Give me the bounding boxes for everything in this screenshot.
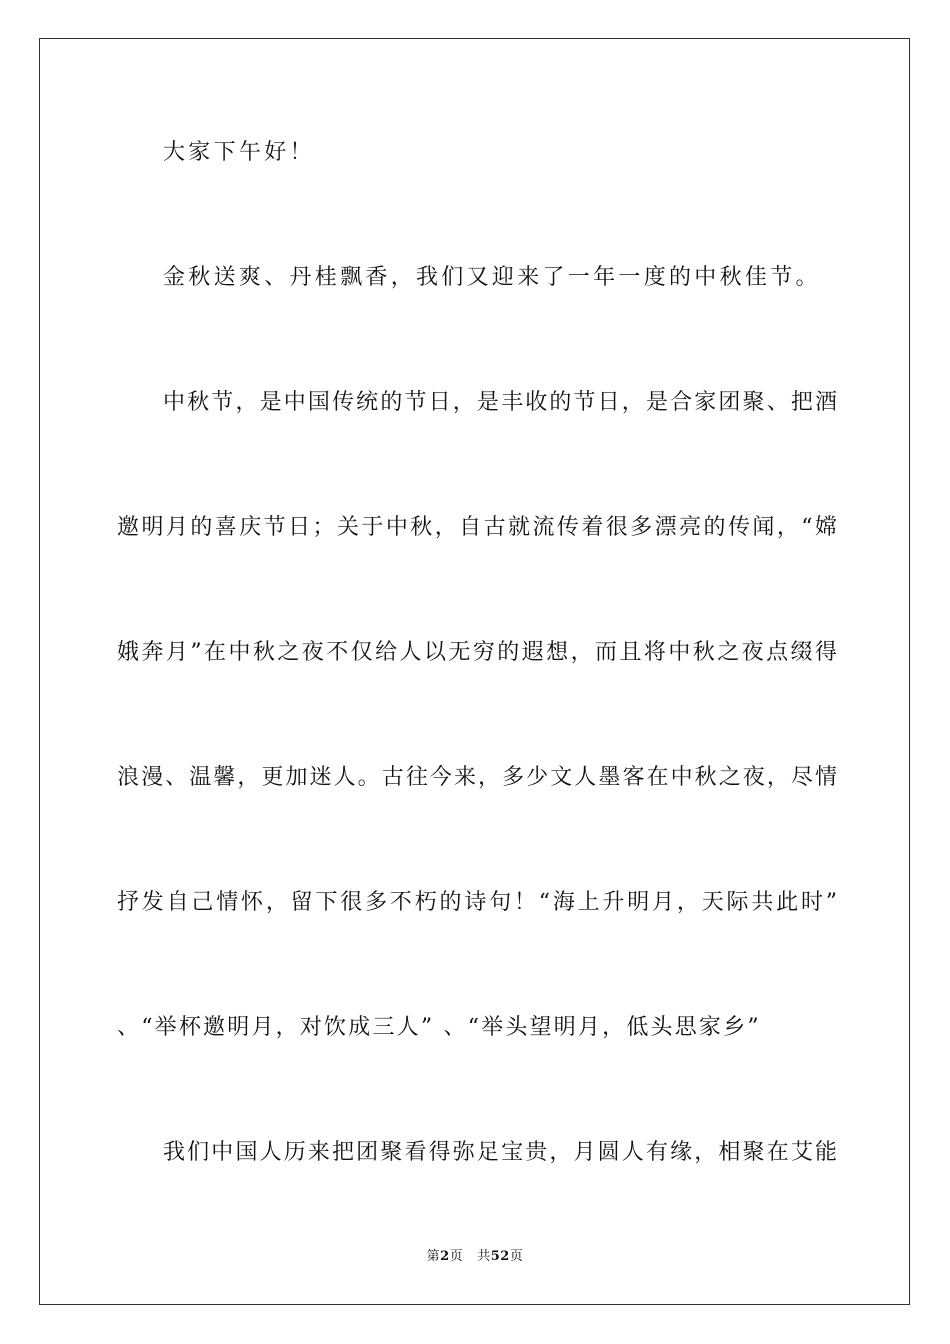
paragraph-line: 浪漫、温馨，更加迷人。古往今来，多少文人墨客在中秋之夜，尽情 [117, 765, 837, 790]
paragraph-line: 娥奔月”在中秋之夜不仅给人以无穷的遐想，而且将中秋之夜点缀得 [117, 640, 837, 665]
page-prefix: 第 [426, 1249, 441, 1264]
total-suffix: 页 [509, 1249, 524, 1264]
page-footer [0, 1248, 950, 1266]
greeting-line: 大家下午好！ [163, 140, 315, 165]
paragraph-line: 中秋节，是中国传统的节日，是丰收的节日，是合家团聚、把酒 [163, 390, 837, 415]
page-border [39, 38, 910, 1305]
paragraph-line: 邀明月的喜庆节日；关于中秋，自古就流传着很多漂亮的传闻，“嫦 [117, 515, 837, 540]
total-pages: 52 [490, 1249, 510, 1264]
page-number: 2 [440, 1249, 450, 1264]
page-suffix: 页 [449, 1249, 464, 1264]
paragraph-line: 、“举杯邀明月，对饮成三人” 、“举头望明月，低头思家乡” [117, 1015, 761, 1040]
paragraph-line: 抒发自己情怀，留下很多不朽的诗句！“海上升明月，天际共此时” [117, 890, 837, 915]
total-prefix: 共 [477, 1249, 491, 1264]
paragraph-line: 金秋送爽、丹桂飘香，我们又迎来了一年一度的中秋佳节。 [163, 265, 821, 290]
paragraph-line: 我们中国人历来把团聚看得弥足宝贵，月圆人有缘，相聚在艾能 [163, 1140, 837, 1165]
